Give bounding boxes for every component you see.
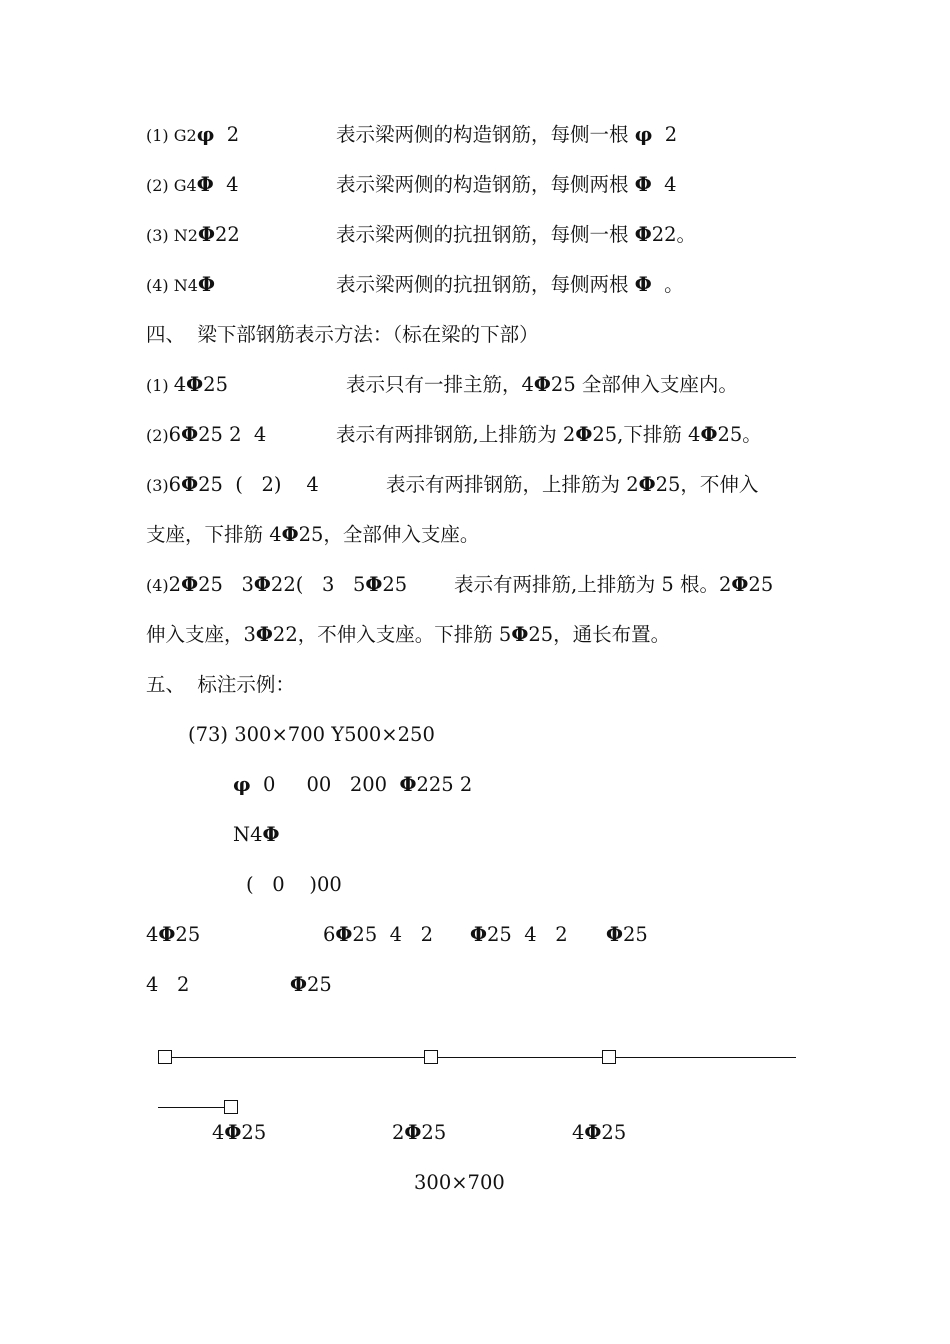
item-1-desc: 表示梁两侧的构造钢筋，每侧一根 φ 2 [336,123,678,146]
example-bottom-right: 4Φ25 [572,1121,627,1144]
beam-span-line [616,1057,796,1058]
bottom-item-1-code: (1) 4Φ25 [146,373,228,396]
support-box-icon [602,1050,616,1064]
item-3-code: (3) N2Φ22 [146,223,240,246]
support-box-icon [158,1050,172,1064]
example-section-dimension: 300×700 [414,1171,505,1194]
bottom-item-4-continued: 伸入支座，3Φ22，不伸入支座。下排筋 5Φ25，通长布置。 [146,623,671,646]
example-top-mid2: Φ25 4 2 [470,923,568,946]
beam-span-line [438,1057,602,1058]
bottom-item-3-code: (3)6Φ25 ( 2) 4 [146,473,319,496]
item-1-code: (1) G2φ 2 [146,123,240,146]
example-beam-code: (73) 300×700 Y500×250 [188,723,435,746]
section-4-heading: 四、 梁下部钢筋表示方法：（标在梁的下部） [146,323,539,346]
bottom-item-2-desc: 表示有两排钢筋,上排筋为 2Φ25,下排筋 4Φ25。 [336,423,762,446]
beam-span-line [158,1107,224,1108]
item-4-code: (4) N4Φ [146,273,215,296]
bottom-item-1-desc: 表示只有一排主筋，4Φ25 全部伸入支座内。 [346,373,738,396]
section-5-heading: 五、 标注示例： [146,673,295,696]
example-torsion-line: N4Φ [233,823,280,846]
bottom-item-3-desc: 表示有两排钢筋，上排筋为 2Φ25，不伸入 [386,473,759,496]
bottom-item-4-desc: 表示有两排筋,上排筋为 5 根。2Φ25 [454,573,774,596]
item-4-desc: 表示梁两侧的抗扭钢筋，每侧两根 Φ 。 [336,273,684,296]
example-bottom-mid: 2Φ25 [392,1121,447,1144]
example-top-right: Φ25 [606,923,648,946]
example-elevation-line: ( 0 )00 [246,873,342,896]
support-box-icon [424,1050,438,1064]
bottom-item-2-code: (2)6Φ25 2 4 [146,423,267,446]
beam-line-row-1 [146,1018,796,1070]
bottom-item-3-continued: 支座，下排筋 4Φ25，全部伸入支座。 [146,523,480,546]
example-stirrup-line: φ 0 00 200 Φ225 2 [233,773,473,796]
support-box-icon [224,1100,238,1114]
item-3-desc: 表示梁两侧的抗扭钢筋，每侧一根 Φ22。 [336,223,697,246]
item-2-desc: 表示梁两侧的构造钢筋，每侧两根 Φ 4 [336,173,677,196]
beam-line-row-2 [146,1068,238,1120]
example-second-row-right: Φ25 [290,973,332,996]
item-2-code: (2) G4Φ 4 [146,173,239,196]
example-bottom-left: 4Φ25 [212,1121,267,1144]
beam-span-line [172,1057,424,1058]
example-second-row-left: 4 2 [146,973,190,996]
example-top-left: 4Φ25 [146,923,201,946]
example-top-mid: 6Φ25 4 2 [323,923,434,946]
bottom-item-4-code: (4)2Φ25 3Φ22( 3 5Φ25 [146,573,408,596]
